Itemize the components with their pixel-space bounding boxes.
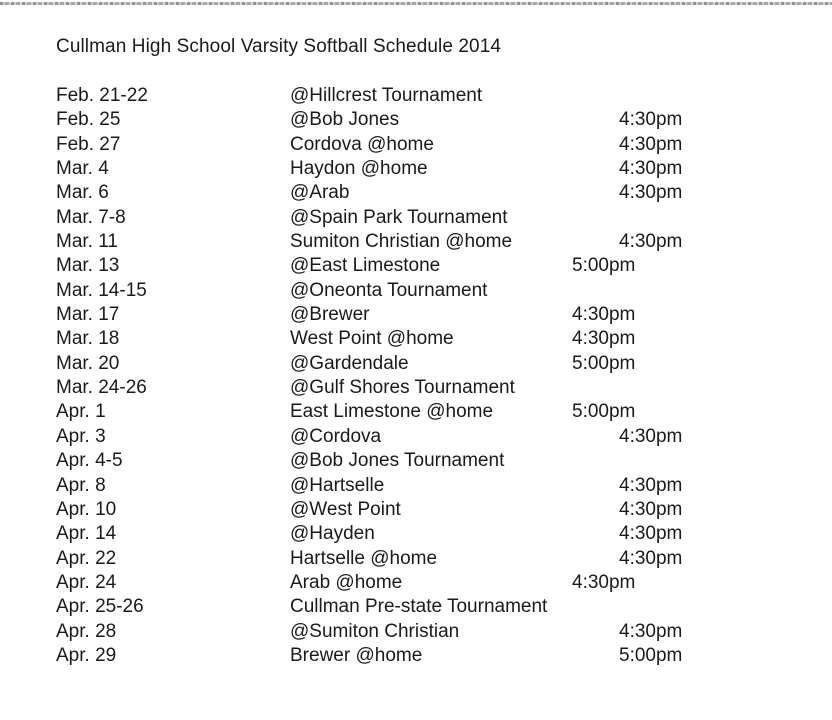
game-time: 4:30pm bbox=[619, 474, 683, 496]
game-date: Mar. 11 bbox=[56, 231, 118, 253]
schedule-row bbox=[56, 303, 776, 327]
game-event: @Hartselle bbox=[290, 474, 385, 496]
schedule-row bbox=[56, 498, 776, 522]
game-date: Feb. 25 bbox=[56, 109, 121, 131]
game-event: Cordova @home bbox=[290, 133, 434, 155]
game-time: 4:30pm bbox=[619, 620, 683, 642]
schedule-row bbox=[56, 279, 776, 303]
game-date: Mar. 7-8 bbox=[56, 206, 126, 228]
schedule-row bbox=[56, 571, 776, 595]
game-time: 4:30pm bbox=[572, 571, 636, 593]
game-time: 4:30pm bbox=[619, 523, 683, 545]
game-time: 4:30pm bbox=[619, 158, 683, 180]
game-event: @Brewer bbox=[290, 304, 370, 326]
schedule-row bbox=[56, 327, 776, 351]
schedule-row bbox=[56, 547, 776, 571]
schedule-row bbox=[56, 254, 776, 278]
schedule-row bbox=[56, 595, 776, 619]
game-event: Cullman Pre-state Tournament bbox=[290, 596, 548, 618]
schedule-row bbox=[56, 133, 776, 157]
game-date: Apr. 14 bbox=[56, 523, 117, 545]
game-event: @Hayden bbox=[290, 523, 375, 545]
game-date: Mar. 14-15 bbox=[56, 279, 147, 301]
game-time: 4:30pm bbox=[619, 182, 683, 204]
game-event: @Oneonta Tournament bbox=[290, 279, 488, 301]
game-time: 5:00pm bbox=[572, 401, 636, 423]
game-time: 4:30pm bbox=[619, 133, 683, 155]
game-time: 5:00pm bbox=[572, 352, 636, 374]
game-event: @Spain Park Tournament bbox=[290, 206, 508, 228]
game-event: Hartselle @home bbox=[290, 547, 438, 569]
schedule-row bbox=[56, 108, 776, 132]
game-date: Mar. 4 bbox=[56, 158, 109, 180]
game-event: @Cordova bbox=[290, 425, 382, 447]
game-date: Mar. 20 bbox=[56, 352, 120, 374]
schedule-list bbox=[56, 84, 776, 668]
game-event: Arab @home bbox=[290, 571, 403, 593]
game-date: Apr. 28 bbox=[56, 620, 117, 642]
game-event: @Gulf Shores Tournament bbox=[290, 377, 515, 399]
game-date: Feb. 21-22 bbox=[56, 85, 148, 106]
game-event: Haydon @home bbox=[290, 158, 428, 180]
game-date: Apr. 24 bbox=[56, 571, 117, 593]
game-date: Apr. 25-26 bbox=[56, 596, 144, 618]
game-event: @Bob Jones bbox=[290, 109, 400, 131]
game-date: Apr. 1 bbox=[56, 401, 106, 423]
game-time: 5:00pm bbox=[619, 644, 683, 666]
schedule-row bbox=[56, 425, 776, 449]
game-event: @Sumiton Christian bbox=[290, 620, 460, 642]
schedule-row bbox=[56, 230, 776, 254]
game-event: Brewer @home bbox=[290, 644, 423, 666]
game-date: Apr. 10 bbox=[56, 498, 117, 520]
schedule-row bbox=[56, 644, 776, 668]
game-time: 4:30pm bbox=[619, 425, 683, 447]
game-time: 4:30pm bbox=[619, 498, 683, 520]
game-event: @West Point bbox=[290, 498, 401, 520]
game-time: 4:30pm bbox=[619, 231, 683, 253]
schedule-row bbox=[56, 206, 776, 230]
game-event: @Bob Jones Tournament bbox=[290, 450, 505, 472]
game-event: @East Limestone bbox=[290, 255, 441, 277]
game-date: Apr. 8 bbox=[56, 474, 106, 496]
scan-edge-artifact bbox=[0, 2, 832, 5]
game-event: @Gardendale bbox=[290, 352, 409, 374]
schedule-row bbox=[56, 84, 776, 108]
game-date: Apr. 4-5 bbox=[56, 450, 123, 472]
game-date: Mar. 6 bbox=[56, 182, 109, 204]
schedule-row bbox=[56, 157, 776, 181]
schedule-row bbox=[56, 352, 776, 376]
schedule-row bbox=[56, 620, 776, 644]
game-date: Apr. 22 bbox=[56, 547, 117, 569]
game-event: West Point @home bbox=[290, 328, 454, 350]
game-date: Mar. 24-26 bbox=[56, 377, 147, 399]
schedule-row bbox=[56, 522, 776, 546]
game-event: @Hillcrest Tournament bbox=[290, 85, 483, 106]
game-date: Mar. 18 bbox=[56, 328, 120, 350]
page-title: Cullman High School Varsity Softball Schedule 2014 bbox=[56, 36, 502, 57]
game-event: Sumiton Christian @home bbox=[290, 231, 513, 253]
schedule-row bbox=[56, 474, 776, 498]
game-time: 4:30pm bbox=[619, 547, 683, 569]
game-time: 4:30pm bbox=[572, 328, 636, 350]
game-date: Mar. 13 bbox=[56, 255, 120, 277]
game-date: Apr. 29 bbox=[56, 644, 117, 666]
game-time: 5:00pm bbox=[572, 255, 636, 277]
game-event: @Arab bbox=[290, 182, 350, 204]
schedule-row bbox=[56, 181, 776, 205]
game-date: Mar. 17 bbox=[56, 304, 120, 326]
schedule-row bbox=[56, 376, 776, 400]
game-date: Apr. 3 bbox=[56, 425, 106, 447]
schedule-row bbox=[56, 449, 776, 473]
game-event: East Limestone @home bbox=[290, 401, 494, 423]
schedule-row bbox=[56, 400, 776, 424]
game-time: 4:30pm bbox=[619, 109, 683, 131]
game-date: Feb. 27 bbox=[56, 133, 121, 155]
game-time: 4:30pm bbox=[572, 304, 636, 326]
